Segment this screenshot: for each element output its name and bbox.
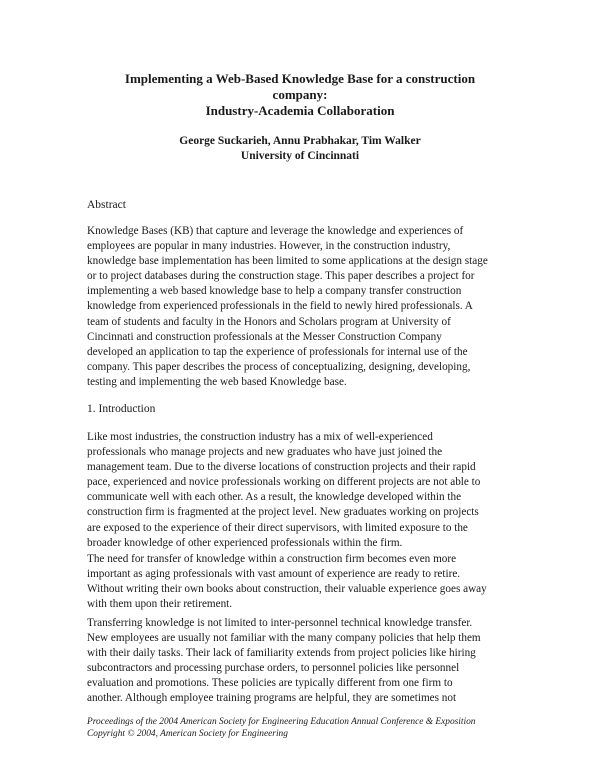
affiliation: University of Cincinnati — [240, 150, 360, 162]
abstract-heading: Abstract — [87, 199, 126, 211]
text-line: knowledge base implementation has been limited to some applications at the design stage — [87, 255, 488, 268]
title-line-3: Industry-Academia Collaboration — [205, 103, 395, 118]
text-line: testing and implementing the web based Knowledge base. — [87, 375, 347, 388]
title-line-1: Implementing a Web-Based Knowledge Base for a construction — [124, 71, 476, 86]
text-line: construction firm is fragmented at the project level. New graduates working on projects — [87, 506, 479, 519]
author-block — [60, 134, 540, 164]
text-line: important as aging professionals with vast amount of experience are ready to retire. — [87, 568, 461, 581]
text-line: with them upon their retirement. — [87, 598, 233, 611]
text-line: employees are popular in many industries. However, in the construction industry, — [87, 240, 451, 253]
intro-paragraph-1 — [87, 430, 519, 551]
text-line: Cincinnati and construction professionals at the Messer Construction Company — [87, 330, 442, 343]
text-line: with their daily tasks. Their lack of familiarity extends from project policies like hiring — [87, 647, 476, 660]
text-line: team of students and faculty in the Honors and Scholars program at University of — [87, 315, 451, 328]
text-line: Transferring knowledge is not limited to inter-personnel technical knowledge transfer. — [87, 617, 473, 629]
intro-paragraph-3 — [87, 616, 519, 707]
text-line: company. This paper describes the process of conceptualizing, designing, developing, — [87, 360, 471, 373]
text-line: are exposed to the experience of their direct supervisors, with limited exposure to the — [87, 521, 468, 534]
footer-copyright: Copyright © 2004, American Society for Engineering — [87, 729, 288, 739]
text-line: broader knowledge of other experienced professionals within the firm. — [87, 536, 403, 549]
text-line: subcontractors and processing purchase orders, to personnel policies like personnel — [87, 662, 460, 675]
page-footer — [87, 716, 557, 740]
text-line: developed an application to tap the experience of professionals for internal use of the — [87, 345, 468, 358]
text-line: Without writing their own books about construction, their valuable experience goes away — [87, 583, 487, 596]
introduction-heading: 1. Introduction — [87, 403, 156, 415]
text-line: communicate well with each other. As a result, the knowledge developed within the — [87, 491, 462, 504]
abstract-paragraph — [87, 224, 519, 390]
text-line: another. Although employee training programs are helpful, they are sometimes not — [87, 692, 457, 705]
author-names: George Suckarieh, Annu Prabhakar, Tim Walker — [179, 135, 421, 147]
intro-paragraph-2 — [87, 552, 519, 612]
text-line: New employees are usually not familiar with the many company policies that help them — [87, 632, 481, 645]
text-line: implementing a web based knowledge base to help a company transfer construction — [87, 285, 462, 298]
text-line: Knowledge Bases (KB) that capture and leverage the knowledge and experiences of — [87, 225, 464, 237]
paper-title — [60, 71, 540, 119]
footer-proceedings: Proceedings of the 2004 American Society for Engineering Education Annual Conference & Exposition — [87, 717, 476, 727]
title-line-2: company: — [272, 87, 328, 102]
text-line: management team. Due to the diverse locations of construction projects and their rapid — [87, 461, 476, 474]
text-line: knowledge from experienced professionals in the field to newly hired professionals. A — [87, 300, 473, 313]
text-line: evaluation and promotions. These policies are typically different from one firm to — [87, 677, 453, 690]
text-line: The need for transfer of knowledge within a construction firm becomes even more — [87, 553, 457, 565]
text-line: or to project databases during the construction stage. This paper describes a project for — [87, 270, 475, 283]
text-line: professionals who manage projects and new graduates who have just joined the — [87, 446, 443, 459]
text-line: pace, experienced and novice professionals working on different projects are not able to — [87, 476, 481, 489]
text-line: Like most industries, the construction industry has a mix of well-experienced — [87, 431, 433, 443]
